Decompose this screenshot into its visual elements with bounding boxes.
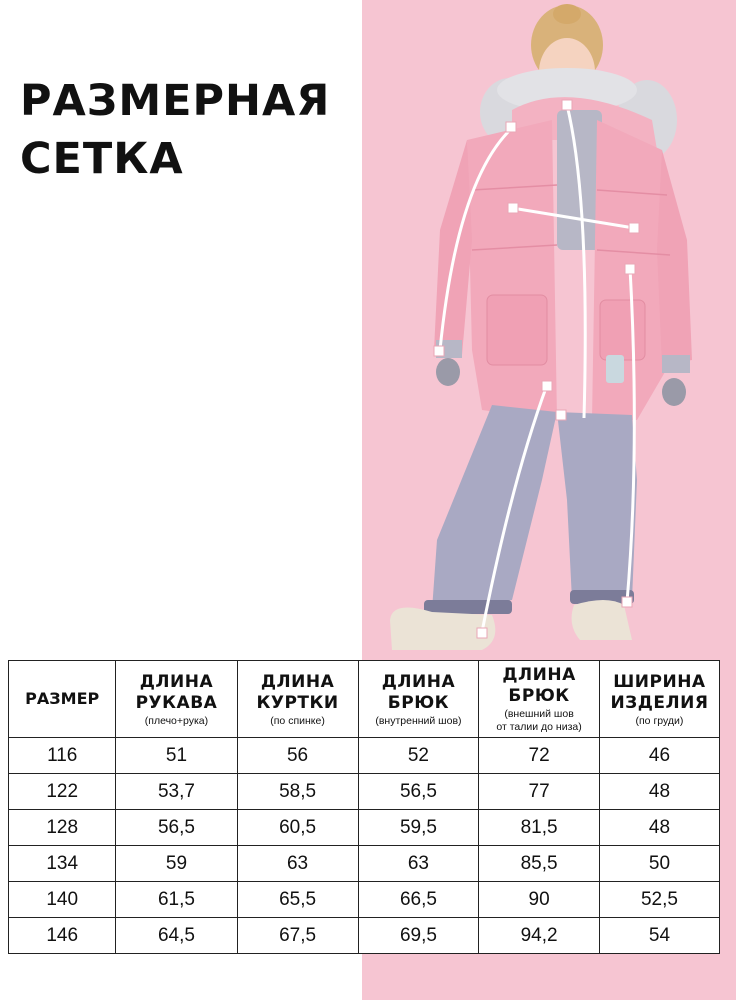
cell-sleeve: 51: [116, 738, 237, 774]
cell-sleeve: 59: [116, 846, 237, 882]
table-row: [9, 846, 720, 882]
pants-hem-left: [424, 600, 512, 614]
table-row: [9, 882, 720, 918]
cell-outseam: 90: [479, 882, 600, 918]
jacket-pocket-left: [487, 295, 547, 365]
cell-size: 140: [9, 882, 116, 918]
size-table: [8, 660, 720, 954]
table-header-row: [9, 661, 720, 738]
cell-chest: 50: [599, 846, 719, 882]
pants-left-leg: [432, 405, 557, 610]
cell-outseam: 72: [479, 738, 600, 774]
jacket-body: [467, 120, 557, 420]
cell-inseam: 63: [358, 846, 479, 882]
header-pants-inseam: ДЛИНА БРЮК (внутренний шов): [358, 661, 479, 738]
header-pants-outseam: ДЛИНА БРЮК (внешний шов от талии до низа): [479, 661, 600, 738]
table-row: [9, 774, 720, 810]
jacket-sleeve-right: [657, 150, 692, 365]
jacket-pocket-right: [600, 300, 645, 360]
cell-outseam: 81,5: [479, 810, 600, 846]
child-snowsuit-illustration: [362, 0, 736, 662]
header-size: РАЗМЕР: [9, 661, 116, 738]
table-row: [9, 810, 720, 846]
cell-size: 134: [9, 846, 116, 882]
cell-inseam: 52: [358, 738, 479, 774]
cell-size: 146: [9, 918, 116, 954]
cell-chest: 48: [599, 810, 719, 846]
cell-sleeve: 61,5: [116, 882, 237, 918]
cell-size: 128: [9, 810, 116, 846]
jacket-sleeve-left: [434, 140, 472, 355]
table-row: [9, 918, 720, 954]
cell-chest: 46: [599, 738, 719, 774]
cell-jacket: 58,5: [237, 774, 358, 810]
pants-right-leg: [557, 412, 637, 600]
cell-sleeve: 53,7: [116, 774, 237, 810]
header-sleeve-length: ДЛИНА РУКАВА (плечо+рука): [116, 661, 237, 738]
cell-outseam: 94,2: [479, 918, 600, 954]
cell-size: 122: [9, 774, 116, 810]
cell-chest: 52,5: [599, 882, 719, 918]
cell-jacket: 60,5: [237, 810, 358, 846]
cell-inseam: 66,5: [358, 882, 479, 918]
cell-chest: 48: [599, 774, 719, 810]
page-title: [20, 72, 330, 188]
cell-jacket: 67,5: [237, 918, 358, 954]
glove-left: [436, 358, 460, 386]
header-jacket-length: ДЛИНА КУРТКИ (по спинке): [237, 661, 358, 738]
hair-bun: [553, 4, 581, 24]
cell-inseam: 56,5: [358, 774, 479, 810]
cell-jacket: 56: [237, 738, 358, 774]
cell-sleeve: 64,5: [116, 918, 237, 954]
title-line-1: РАЗМЕРНАЯ: [20, 76, 331, 126]
title-line-2: СЕТКА: [20, 134, 184, 184]
header-chest-width: ШИРИНА ИЗДЕЛИЯ (по груди): [599, 661, 719, 738]
glove-right: [662, 378, 686, 406]
cell-outseam: 77: [479, 774, 600, 810]
cell-chest: 54: [599, 918, 719, 954]
cell-outseam: 85,5: [479, 846, 600, 882]
cell-size: 116: [9, 738, 116, 774]
cell-jacket: 65,5: [237, 882, 358, 918]
cuff-right: [662, 355, 690, 373]
jacket-badge: [606, 355, 624, 383]
cell-inseam: 59,5: [358, 810, 479, 846]
cell-jacket: 63: [237, 846, 358, 882]
cell-sleeve: 56,5: [116, 810, 237, 846]
table-row: [9, 738, 720, 774]
cell-inseam: 69,5: [358, 918, 479, 954]
